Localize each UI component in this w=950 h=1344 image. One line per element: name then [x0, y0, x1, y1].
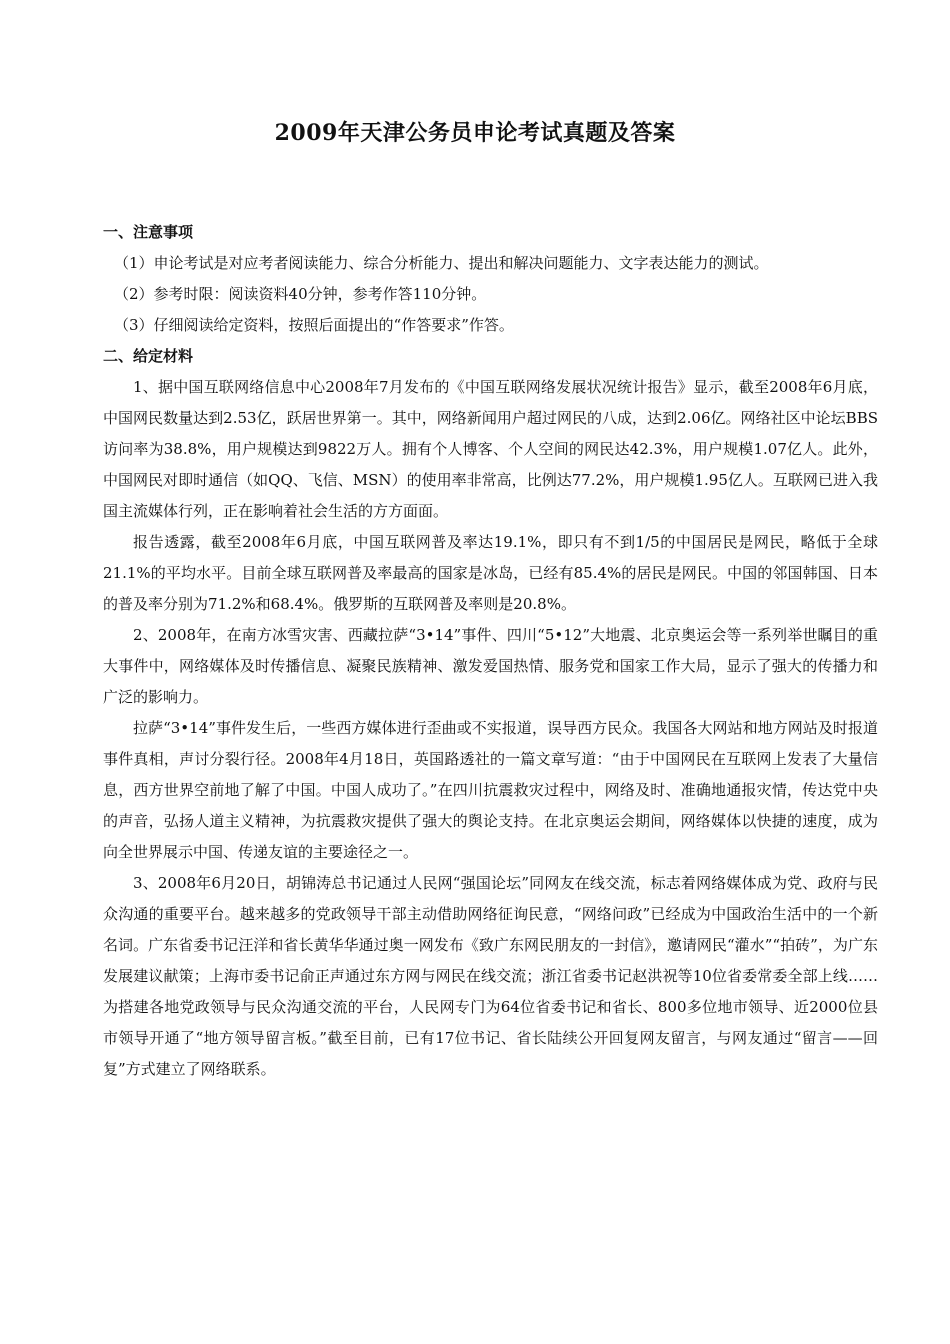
material-paragraph: 拉萨“3•14”事件发生后，一些西方媒体进行歪曲或不实报道，误导西方民众。我国各大网站和地方网站及时报道事件真相，声讨分裂行径。2008年4月18日，英国路透社的一篇文章写道：“由于中国网民在互联网上发表了大量信息，西方世界空前地了解了中国。中国人成功了。”在四川抗震救灾过程中，网络及时、准确地通报灾情，传达党中央的声音，弘扬人道主义精神，为抗震救灾提供了强大的舆论支持。在北京奥运会期间，网络媒体以快捷的速度，成为向全世界展示中国、传递友谊的主要途径之一。 — [103, 719, 878, 861]
section-heading-materials: 二、给定材料 — [103, 347, 194, 365]
note-item: （2）参考时限：阅读资料40分钟，参考作答110分钟。 — [114, 285, 487, 303]
material-paragraph: 3、2008年6月20日，胡锦涛总书记通过人民网“强国论坛”同网友在线交流，标志着网络媒体成为党、政府与民众沟通的重要平台。越来越多的党政领导干部主动借助网络征询民意，“网络问政”已经成为中国政治生活中的一个新名词。广东省委书记汪洋和省长黄华华通过奥一网发布《致广东网民朋友的一封信》，邀请网民“灌水”“拍砖”，为广东发展建议献策；上海市委书记俞正声通过东方网与网民在线交流；浙江省委书记赵洪祝等10位省委常委全部上线……为搭建各地党政领导与民众沟通交流的平台，人民网专门为64位省委书记和省长、800多位地市领导、近2000位县市领导开通了“地方领导留言板。”截至目前，已有17位书记、省长陆续公开回复网友留言，与网友通过“留言——回复”方式建立了网络联系。 — [103, 874, 878, 1078]
section-heading-notes: 一、注意事项 — [103, 223, 194, 241]
note-item: （1）申论考试是对应考者阅读能力、综合分析能力、提出和解决问题能力、文字表达能力的测试。 — [114, 254, 769, 272]
note-item: （3）仔细阅读给定资料，按照后面提出的“作答要求”作答。 — [114, 316, 514, 334]
material-paragraph: 2、2008年，在南方冰雪灾害、西藏拉萨“3•14”事件、四川“5•12”大地震、北京奥运会等一系列举世瞩目的重大事件中，网络媒体及时传播信息、凝聚民族精神、激发爱国热情、服务党和国家工作大局，显示了强大的传播力和广泛的影响力。 — [103, 626, 878, 706]
document-body — [103, 217, 878, 1085]
material-paragraph: 1、据中国互联网络信息中心2008年7月发布的《中国互联网络发展状况统计报告》显示，截至2008年6月底，中国网民数量达到2.53亿，跃居世界第一。其中，网络新闻用户超过网民的八成，达到2.06亿。网络社区中论坛BBS访问率为38.8%，用户规模达到9822万人。拥有个人博客、个人空间的网民达42.3%，用户规模1.07亿人。此外，中国网民对即时通信（如QQ、飞信、MSN）的使用率非常高，比例达77.2%，用户规模1.95亿人。互联网已进入我国主流媒体行列，正在影响着社会生活的方方面面。 — [103, 378, 878, 520]
material-paragraph: 报告透露，截至2008年6月底，中国互联网普及率达19.1%，即只有不到1/5的中国居民是网民，略低于全球21.1%的平均水平。目前全球互联网普及率最高的国家是冰岛，已经有85.4%的居民是网民。中国的邻国韩国、日本的普及率分别为71.2%和68.4%。俄罗斯的互联网普及率则是20.8%。 — [103, 533, 878, 613]
document-title: 2009年天津公务员申论考试真题及答案 — [274, 119, 676, 146]
